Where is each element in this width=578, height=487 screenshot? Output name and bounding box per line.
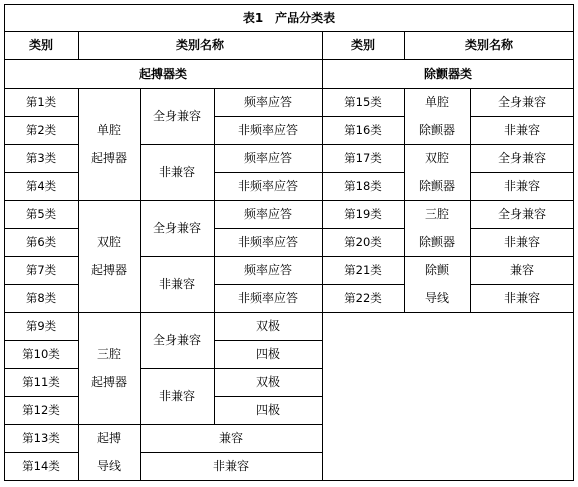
sub-label: 非兼容 xyxy=(158,389,195,403)
section-pacemakers: 起搏器类 xyxy=(138,66,187,81)
group-name-line: 导线 xyxy=(424,291,449,305)
grid-line xyxy=(4,452,78,453)
row-label: 第6类 xyxy=(25,235,57,249)
grid-line xyxy=(322,172,404,173)
leaf-item: 非兼容 xyxy=(503,291,540,305)
leaf-item: 四极 xyxy=(255,347,280,361)
grid-line xyxy=(214,228,322,229)
group-name-line: 除颤器 xyxy=(418,235,455,249)
header-category-name-right: 类别名称 xyxy=(464,38,513,52)
header-category-name-left: 类别名称 xyxy=(175,38,224,52)
grid-line xyxy=(4,312,322,313)
grid-line xyxy=(140,452,322,453)
group-name-line: 双腔 xyxy=(424,151,449,165)
group-name-line: 起搏器 xyxy=(90,375,127,389)
leaf-item: 频率应答 xyxy=(243,151,292,165)
leaf-item: 非频率应答 xyxy=(237,179,298,193)
grid-line xyxy=(214,284,322,285)
grid-line xyxy=(214,116,322,117)
row-label: 第20类 xyxy=(344,235,382,249)
group-dual-chamber-pacemaker xyxy=(78,200,140,312)
grid-line xyxy=(140,144,322,145)
group-name-line: 除颤器 xyxy=(418,179,455,193)
table-border-top xyxy=(4,4,574,5)
group-name-line: 起搏器 xyxy=(90,151,127,165)
row-label: 第21类 xyxy=(344,263,382,277)
section-defibrillators: 除颤器类 xyxy=(423,66,472,81)
row-label: 第12类 xyxy=(22,403,60,417)
leaf-item: 频率应答 xyxy=(243,207,292,221)
grid-line xyxy=(322,116,404,117)
group-name-line: 起搏 xyxy=(96,431,121,445)
row-label: 第10类 xyxy=(22,347,60,361)
grid-line xyxy=(322,284,404,285)
group-pacing-lead xyxy=(78,424,140,480)
leaf-item: 非频率应答 xyxy=(237,291,298,305)
group-name-line: 除颤 xyxy=(424,263,449,277)
grid-line xyxy=(322,228,404,229)
grid-line xyxy=(4,284,78,285)
row-label: 第9类 xyxy=(25,319,57,333)
header-category-left: 类别 xyxy=(28,38,53,52)
group-name-line: 三腔 xyxy=(96,347,121,361)
grid-line xyxy=(4,256,78,257)
grid-line xyxy=(470,172,574,173)
grid-line xyxy=(470,116,574,117)
grid-line xyxy=(140,368,322,369)
row-label: 第22类 xyxy=(344,291,382,305)
leaf-item: 全身兼容 xyxy=(497,207,546,221)
sub-label: 非兼容 xyxy=(158,165,195,179)
leaf-item: 兼容 xyxy=(218,431,243,445)
group-name-line: 单腔 xyxy=(424,95,449,109)
leaf-item: 非兼容 xyxy=(212,459,249,473)
grid-line xyxy=(4,368,78,369)
grid-line xyxy=(4,59,574,60)
group-name-line: 单腔 xyxy=(96,123,121,137)
leaf-item: 非频率应答 xyxy=(237,235,298,249)
leaf-item: 非兼容 xyxy=(503,235,540,249)
grid-line xyxy=(4,228,78,229)
leaf-item: 全身兼容 xyxy=(497,151,546,165)
group-name-line: 三腔 xyxy=(424,207,449,221)
row-label: 第16类 xyxy=(344,123,382,137)
group-dual-chamber-defibrillator xyxy=(404,144,470,200)
leaf-item: 非兼容 xyxy=(503,123,540,137)
leaf-item: 频率应答 xyxy=(243,263,292,277)
grid-line xyxy=(4,31,574,32)
row-label: 第19类 xyxy=(344,207,382,221)
table-border-bottom xyxy=(4,480,574,481)
group-single-chamber-pacemaker xyxy=(78,88,140,200)
row-label: 第13类 xyxy=(22,431,60,445)
grid-line xyxy=(140,256,322,257)
group-name-line: 导线 xyxy=(96,459,121,473)
grid-line xyxy=(78,88,79,481)
group-triple-chamber-defibrillator xyxy=(404,200,470,256)
grid-line xyxy=(4,144,78,145)
row-label: 第2类 xyxy=(25,123,57,137)
grid-line xyxy=(214,340,322,341)
sub-label: 全身兼容 xyxy=(152,221,201,235)
sub-label: 非兼容 xyxy=(158,277,195,291)
group-single-chamber-defibrillator xyxy=(404,88,470,144)
row-label: 第17类 xyxy=(344,151,382,165)
row-label: 第5类 xyxy=(25,207,57,221)
row-label: 第15类 xyxy=(344,95,382,109)
grid-line xyxy=(470,284,574,285)
table-border-right xyxy=(573,4,574,481)
grid-line xyxy=(322,200,574,201)
grid-line xyxy=(4,88,574,89)
row-label: 第3类 xyxy=(25,151,57,165)
row-label: 第4类 xyxy=(25,179,57,193)
grid-line xyxy=(4,172,78,173)
sub-label: 全身兼容 xyxy=(152,109,201,123)
leaf-item: 非频率应答 xyxy=(237,123,298,137)
group-name-line: 除颤器 xyxy=(418,123,455,137)
grid-line xyxy=(322,312,574,313)
sub-label: 全身兼容 xyxy=(152,333,201,347)
grid-line xyxy=(4,424,322,425)
group-name-line: 双腔 xyxy=(96,235,121,249)
group-defibrillation-lead xyxy=(404,256,470,312)
row-label: 第8类 xyxy=(25,291,57,305)
grid-line xyxy=(322,256,574,257)
leaf-item: 非兼容 xyxy=(503,179,540,193)
row-label: 第1类 xyxy=(25,95,57,109)
leaf-item: 频率应答 xyxy=(243,95,292,109)
grid-line xyxy=(4,116,78,117)
row-label: 第14类 xyxy=(22,459,60,473)
leaf-item: 双极 xyxy=(255,319,280,333)
leaf-item: 全身兼容 xyxy=(497,95,546,109)
grid-line xyxy=(214,172,322,173)
leaf-item: 四极 xyxy=(255,403,280,417)
group-triple-chamber-pacemaker xyxy=(78,312,140,424)
grid-line xyxy=(4,396,78,397)
grid-line xyxy=(322,144,574,145)
group-name-line: 起搏器 xyxy=(90,263,127,277)
row-label: 第18类 xyxy=(344,179,382,193)
grid-line xyxy=(4,340,78,341)
leaf-item: 双极 xyxy=(255,375,280,389)
row-label: 第7类 xyxy=(25,263,57,277)
grid-line xyxy=(404,31,405,59)
grid-line xyxy=(214,396,322,397)
leaf-item: 兼容 xyxy=(509,263,534,277)
grid-line xyxy=(470,228,574,229)
grid-line xyxy=(78,31,79,59)
grid-line xyxy=(140,88,141,481)
grid-line xyxy=(4,200,322,201)
row-label: 第11类 xyxy=(22,375,60,389)
table-border-left xyxy=(4,4,5,481)
header-category-right: 类别 xyxy=(350,38,375,52)
table-title: 表1 产品分类表 xyxy=(242,10,336,25)
